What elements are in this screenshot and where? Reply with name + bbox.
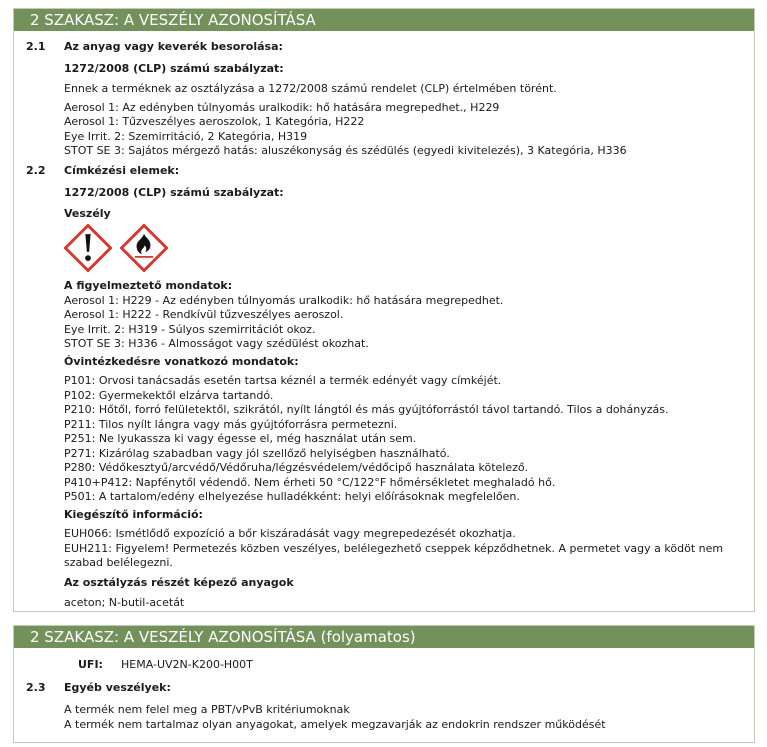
classification-line: Aerosol 1: Az edényben túlnyomás uralkodik: hő hatására megrepedhet., H229 — [64, 100, 500, 114]
subsection-title: Címkézési elemek: — [64, 163, 180, 177]
section-2-continued-box — [13, 625, 755, 743]
subsection-title: Az anyag vagy keverék besorolása: — [64, 40, 283, 53]
precautionary-statement-line: P102: Gyermekektől elzárva tartandó. — [64, 388, 274, 402]
other-hazards-line: A termék nem felel meg a PBT/vPvB kritériumoknak — [64, 703, 350, 716]
subsection-number: 2.2 — [26, 163, 46, 177]
section-2-header-bar — [14, 9, 754, 31]
hazard-statement-line: Eye Irrit. 2: H319 - Súlyos szemirritációt okoz. — [64, 322, 316, 336]
subsection-2-1-heading — [14, 40, 744, 55]
section-2-continued-content — [14, 658, 754, 732]
hazard-statements-heading: A figyelmeztető mondatok: — [64, 279, 233, 292]
section-2-header-title: 2 SZAKASZ: A VESZÉLY AZONOSÍTÁSA — [30, 11, 316, 29]
section-2-box — [13, 8, 755, 612]
ghs07-exclamation-icon — [64, 224, 112, 272]
hazard-statement-line: Aerosol 1: H229 - Az edényben túlnyomás uralkodik: hő hatására megrepedhet. — [64, 293, 504, 307]
hazard-statements-list — [64, 294, 744, 352]
supplementary-info-line: EUH066: Ismétlődő expozíció a bőr kiszáradását vagy megrepedezését okozhatja. — [64, 527, 516, 540]
section-2-continued-header-title: 2 SZAKASZ: A VESZÉLY AZONOSÍTÁSA (folyamatos) — [30, 628, 416, 646]
section-2-content — [14, 31, 754, 611]
clp-regulation-heading: 1272/2008 (CLP) számú szabályzat: — [64, 186, 284, 199]
precautionary-statement-line: P501: A tartalom/edény elhelyezése hulladékként: helyi előírásoknak megfelelően. — [64, 490, 520, 503]
precautionary-statements-list — [64, 374, 744, 505]
ufi-row — [78, 658, 754, 673]
classification-substances-heading: Az osztályzás részét képező anyagok — [64, 575, 294, 589]
supplementary-info-heading: Kiegészítő információ: — [64, 507, 203, 521]
supplementary-info-line: EUH211: Figyelem! Permetezés közben veszélyes, belélegezhető cseppek képződhetnek. A permetet vagy a ködöt nem szabad belélegezni. — [64, 541, 724, 569]
classification-line: Aerosol 1: Tűzveszélyes aeroszolok, 1 Kategória, H222 — [64, 115, 365, 128]
precautionary-statement-line: P211: Tilos nyílt lángra vagy más gyújtóforrásra permetezni. — [64, 417, 398, 431]
subsection-2-2-heading — [14, 164, 744, 179]
subsection-number: 2.1 — [26, 40, 46, 53]
signal-word: Veszély — [64, 206, 111, 220]
ufi-value: HEMA-UV2N-K200-H00T — [121, 658, 253, 671]
subsection-title: Egyéb veszélyek: — [64, 680, 171, 694]
classification-line: STOT SE 3: Sajátos mérgező hatás: aluszékonyság és szédülés (egyedi kivitelezés), 3 Kategória, H336 — [64, 144, 627, 157]
supplementary-info-list — [64, 527, 744, 571]
precautionary-statement-line: P210: Hőtől, forró felületektől, szikrától, nyílt lángtól és más gyújtóforrástól távol tartandó. Tilos a dohányzás. — [64, 403, 669, 416]
precautionary-statement-line: P271: Kizárólag szabadban vagy jól szellőző helyiségben használható. — [64, 446, 450, 460]
hazard-statement-line: STOT SE 3: H336 - Almosságot vagy szédülést okozhat. — [64, 337, 369, 350]
precautionary-statement-line: P251: Ne lyukassza ki vagy égesse el, még használat után sem. — [64, 432, 417, 445]
ghs-pictogram-row — [64, 224, 744, 272]
other-hazards-list — [64, 703, 754, 732]
ghs02-flame-icon — [120, 224, 168, 272]
clp-regulation-heading: 1272/2008 (CLP) számú szabályzat: — [64, 61, 284, 75]
section-2-continued-header-bar — [14, 626, 754, 648]
precautionary-statement-line: P280: Védőkesztyű/arcvédő/Védőruha/légzésvédelem/védőcipő használata kötelező. — [64, 461, 529, 474]
subsection-number: 2.3 — [26, 680, 46, 694]
subsection-2-3-heading — [14, 681, 754, 696]
classification-intro-text: Ennek a terméknek az osztályzása a 1272/2008 számú rendelet (CLP) értelmében törént. — [64, 82, 557, 95]
ufi-label: UFI: — [78, 658, 103, 671]
precautionary-statement-line: P101: Orvosi tanácsadás esetén tartsa kéznél a termék edényét vagy címkéjét. — [64, 374, 502, 387]
classification-line: Eye Irrit. 2: Szemirritáció, 2 Kategória, H319 — [64, 129, 308, 143]
precautionary-statement-line: P410+P412: Napfénytől védendő. Nem érheti 50 °C/122°F hőmérsékletet meghaladó hő. — [64, 475, 556, 489]
classification-list — [64, 101, 744, 159]
hazard-statement-line: Aerosol 1: H222 - Rendkívül tűzveszélyes aeroszol. — [64, 308, 344, 321]
other-hazards-line: A termék nem tartalmaz olyan anyagokat, amelyek megzavarják az endokrin rendszer működését — [64, 717, 606, 731]
precautionary-statements-heading: Óvintézkedésre vonatkozó mondatok: — [64, 354, 299, 368]
classification-substances-value: aceton; N-butil-acetát — [64, 596, 185, 609]
